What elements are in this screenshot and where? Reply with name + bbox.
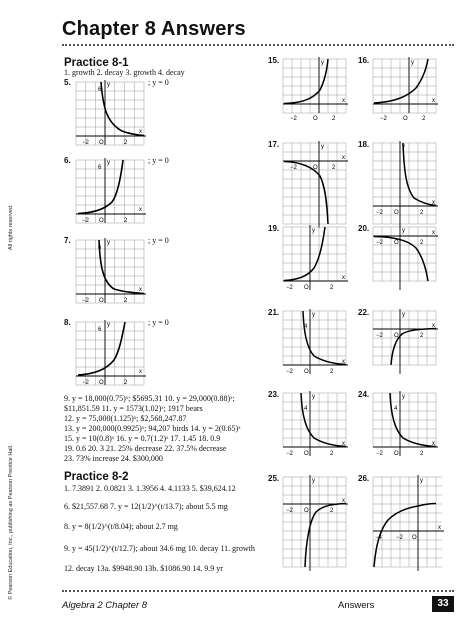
axis-x: x <box>342 498 345 504</box>
origin: O <box>394 333 399 339</box>
tick-neg2: −2 <box>376 333 383 339</box>
label-8: 8. <box>64 318 71 327</box>
rights-notice: All rights reserved. <box>8 204 14 250</box>
label-17: 17. <box>268 140 280 149</box>
origin: O <box>313 165 318 171</box>
axis-y: y <box>321 60 324 66</box>
label-15: 15. <box>268 56 280 65</box>
footer-book-title: Algebra 2 Chapter 8 <box>62 600 148 611</box>
tick-neg2: −2 <box>376 210 383 216</box>
tick-neg2: −2 <box>82 298 89 304</box>
tick-2: 2 <box>420 451 424 457</box>
answer-line: 15. y = 10(0.8)ˣ 16. y = 0.7(1.2)ˣ 17. 1.45 18. 0.9 <box>64 434 221 443</box>
eq-6: ; y = 0 <box>148 156 169 165</box>
origin: O <box>394 240 399 246</box>
axis-x: x <box>342 98 345 104</box>
axis-y: y <box>411 60 414 66</box>
tick-2: 2 <box>124 218 128 224</box>
tick-2: 2 <box>330 451 334 457</box>
eq-5: ; y = 0 <box>148 78 169 87</box>
origin: O <box>304 508 309 514</box>
axis-y: y <box>107 160 110 166</box>
page-title: Chapter 8 Answers <box>62 18 246 40</box>
tick-neg2: −2 <box>286 369 293 375</box>
answer-line: 13. y = 200,000(0.9925)ˣ; 94,207 birds 14. y = 2(0.65)ˣ <box>64 424 241 433</box>
axis-x: x <box>139 369 142 375</box>
label-24: 24. <box>358 390 370 399</box>
tick-4: 4 <box>304 406 308 412</box>
tick-2: 2 <box>420 240 424 246</box>
origin: O <box>99 140 104 146</box>
graph-25 <box>280 474 350 574</box>
tick-2: 2 <box>124 298 128 304</box>
axis-y: y <box>402 144 405 150</box>
axis-x: x <box>342 359 345 365</box>
label-16: 16. <box>358 56 370 65</box>
origin: O <box>394 451 399 457</box>
graph-26 <box>370 474 446 574</box>
footer-divider <box>62 590 454 592</box>
answer-line: $11,851.59 11. y = 1573(1.02)ˣ; 1917 bears <box>64 404 203 413</box>
tick-neg2: −2 <box>396 535 403 541</box>
axis-x: x <box>432 230 435 236</box>
copyright-notice: © Pearson Education, Inc., publishing as Pearson Prentice Hall. <box>8 444 14 600</box>
answer-line: 19. 0.6 20. 3 21. 25% decrease 22. 37.5% decrease <box>64 444 227 453</box>
tick-2: 2 <box>332 116 336 122</box>
tick-neg2: −2 <box>380 116 387 122</box>
tick-neg2: −2 <box>82 140 89 146</box>
tick-2: 2 <box>330 285 334 291</box>
eq-7: ; y = 0 <box>148 236 169 245</box>
axis-x: x <box>438 525 441 531</box>
tick-neg2: −2 <box>290 116 297 122</box>
axis-x: x <box>432 98 435 104</box>
axis-y: y <box>402 394 405 400</box>
axis-x: x <box>432 200 435 206</box>
graph-6 <box>72 156 148 228</box>
axis-y: y <box>312 228 315 234</box>
axis-y: y <box>107 82 110 88</box>
graph-20 <box>370 224 440 292</box>
origin: O <box>99 218 104 224</box>
tick-neg2: −2 <box>82 218 89 224</box>
graph-24 <box>370 390 440 458</box>
graph-21 <box>280 308 350 376</box>
tick-6: 6 <box>98 165 102 171</box>
header-divider <box>62 44 454 46</box>
page-number: 33 <box>432 596 454 612</box>
tick-6: 6 <box>98 327 102 333</box>
axis-x: x <box>432 323 435 329</box>
axis-y: y <box>107 322 110 328</box>
origin: O <box>99 298 104 304</box>
origin: O <box>304 285 309 291</box>
origin: O <box>394 210 399 216</box>
sidebar <box>6 120 18 600</box>
axis-y: y <box>420 478 423 484</box>
tick-2: 2 <box>124 140 128 146</box>
practice-8-2-heading: Practice 8-2 <box>64 471 129 483</box>
graph-8 <box>72 318 148 390</box>
origin: O <box>304 369 309 375</box>
tick-neg2: −2 <box>82 380 89 386</box>
tick-neg2: −2 <box>376 240 383 246</box>
practice-8-2-line2: 6. $21,557.68 7. y = 12(1/2)^(t/13.7); about 5.5 mg <box>64 502 228 511</box>
tick-4: 4 <box>304 324 308 330</box>
tick-2: 2 <box>124 380 128 386</box>
graph-15 <box>280 56 350 124</box>
label-23: 23. <box>268 390 280 399</box>
footer-section: Answers <box>338 600 375 611</box>
graph-7 <box>72 236 148 308</box>
axis-x: x <box>139 129 142 135</box>
label-7: 7. <box>64 236 71 245</box>
practice-8-1-line1: 1. growth 2. decay 3. growth 4. decay <box>64 68 185 77</box>
label-6: 6. <box>64 156 71 165</box>
graph-17 <box>280 140 350 230</box>
answer-line: 12. y = 75,000(1.125)ˣ; $2,568,247.87 <box>64 414 187 423</box>
origin: O <box>313 116 318 122</box>
practice-8-1-heading: Practice 8-1 <box>64 57 129 69</box>
tick-neg2: −2 <box>290 165 297 171</box>
tick-2: 2 <box>332 165 336 171</box>
axis-x: x <box>342 155 345 161</box>
tick-6: 6 <box>98 245 102 251</box>
axis-x: x <box>139 287 142 293</box>
axis-x: x <box>139 207 142 213</box>
origin: O <box>304 451 309 457</box>
axis-y: y <box>312 394 315 400</box>
axis-x: x <box>342 441 345 447</box>
answer-line: 9. y = 18,000(0.75)ˣ; $5695.31 10. y = 29,000(0.88)ˣ; <box>64 394 235 403</box>
label-21: 21. <box>268 308 280 317</box>
graph-19 <box>280 224 350 292</box>
tick-2: 2 <box>420 210 424 216</box>
graph-16 <box>370 56 440 124</box>
axis-x: x <box>342 275 345 281</box>
label-26: 26. <box>358 474 370 483</box>
practice-8-2-line3: 8. y = 8(1/2)^(t/8.04); about 2.7 mg <box>64 522 178 531</box>
axis-y: y <box>402 228 405 234</box>
tick-neg2: −2 <box>286 508 293 514</box>
axis-y: y <box>321 144 324 150</box>
tick-4: 4 <box>394 406 398 412</box>
origin: O <box>412 535 417 541</box>
axis-y: y <box>312 312 315 318</box>
practice-8-2-line1: 1. 7.3891 2. 0.0821 3. 1.3956 4. 4.1133 5. $39,624.12 <box>64 484 236 493</box>
tick-neg2: −2 <box>286 285 293 291</box>
axis-y: y <box>402 312 405 318</box>
eq-8: ; y = 0 <box>148 318 169 327</box>
label-22: 22. <box>358 308 370 317</box>
origin: O <box>403 116 408 122</box>
tick-6: 6 <box>98 87 102 93</box>
label-5: 5. <box>64 78 71 87</box>
label-20: 20. <box>358 224 370 233</box>
answer-line: 23. 73% increase 24. $300,000 <box>64 454 163 463</box>
practice-8-2-line4: 9. y = 45(1/2)^(t/12.7); about 34.6 mg 10. decay 11. growth <box>64 544 255 553</box>
graph-5 <box>72 78 148 150</box>
axis-y: y <box>312 478 315 484</box>
axis-x: x <box>432 441 435 447</box>
practice-8-2-line5: 12. decay 13a. $9948.90 13b. $1086.90 14. 9.9 yr <box>64 564 223 573</box>
label-18: 18. <box>358 140 370 149</box>
tick-neg2: −2 <box>376 451 383 457</box>
tick-2: 2 <box>330 508 334 514</box>
label-19: 19. <box>268 224 280 233</box>
graph-22 <box>370 308 440 376</box>
graph-18 <box>370 140 440 230</box>
tick-2: 2 <box>330 369 334 375</box>
label-25: 25. <box>268 474 280 483</box>
tick-neg2: −2 <box>286 451 293 457</box>
axis-y: y <box>107 240 110 246</box>
tick-2: 2 <box>420 333 424 339</box>
origin: O <box>99 380 104 386</box>
tick-neg4: −4 <box>375 535 382 541</box>
answers-9-24 <box>64 394 241 464</box>
tick-2: 2 <box>422 116 426 122</box>
graph-23 <box>280 390 350 458</box>
